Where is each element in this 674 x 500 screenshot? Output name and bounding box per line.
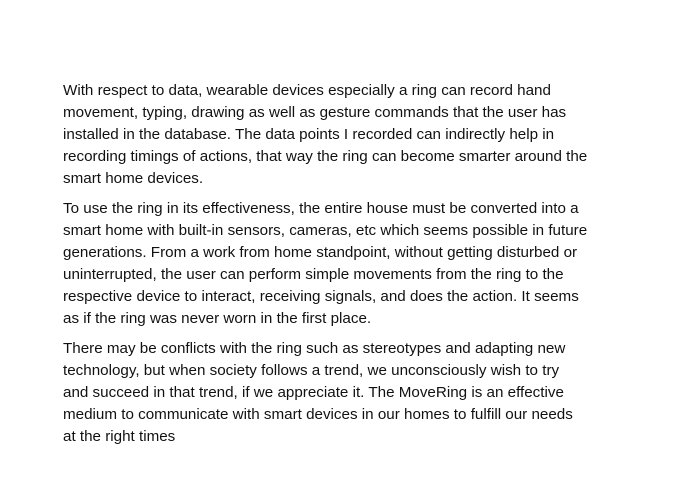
- text-line: respective device to interact, receiving signals, and does the action. It seems: [63, 288, 579, 305]
- text-line: generations. From a work from home standpoint, without getting disturbed or: [63, 244, 578, 261]
- text-line: and succeed in that trend, if we appreciate it. The MoveRing is an effective: [63, 384, 564, 401]
- text-line: uninterrupted, the user can perform simple movements from the ring to the: [63, 266, 564, 283]
- text-line: smart home devices.: [63, 170, 204, 187]
- text-line: recording timings of actions, that way the ring can become smarter around the: [63, 148, 588, 165]
- paragraph-smart-home: [63, 198, 623, 330]
- text-line: installed in the database. The data points I recorded can indirectly help in: [63, 126, 555, 143]
- paragraph-data-recording: [63, 80, 623, 190]
- paragraph-conclusion: [63, 338, 623, 448]
- text-line: To use the ring in its effectiveness, the entire house must be converted into a: [63, 200, 579, 217]
- text-line: as if the ring was never worn in the first place.: [63, 310, 372, 327]
- text-line: There may be conflicts with the ring such as stereotypes and adapting new: [63, 340, 566, 357]
- text-line: smart home with built-in sensors, cameras, etc which seems possible in future: [63, 222, 588, 239]
- text-line: technology, but when society follows a trend, we unconsciously wish to try: [63, 362, 560, 379]
- text-line: medium to communicate with smart devices in our homes to fulfill our needs: [63, 406, 573, 423]
- document-body: [63, 80, 623, 456]
- text-line: at the right times: [63, 428, 176, 445]
- text-line: movement, typing, drawing as well as gesture commands that the user has: [63, 104, 567, 121]
- text-line: With respect to data, wearable devices especially a ring can record hand: [63, 82, 551, 99]
